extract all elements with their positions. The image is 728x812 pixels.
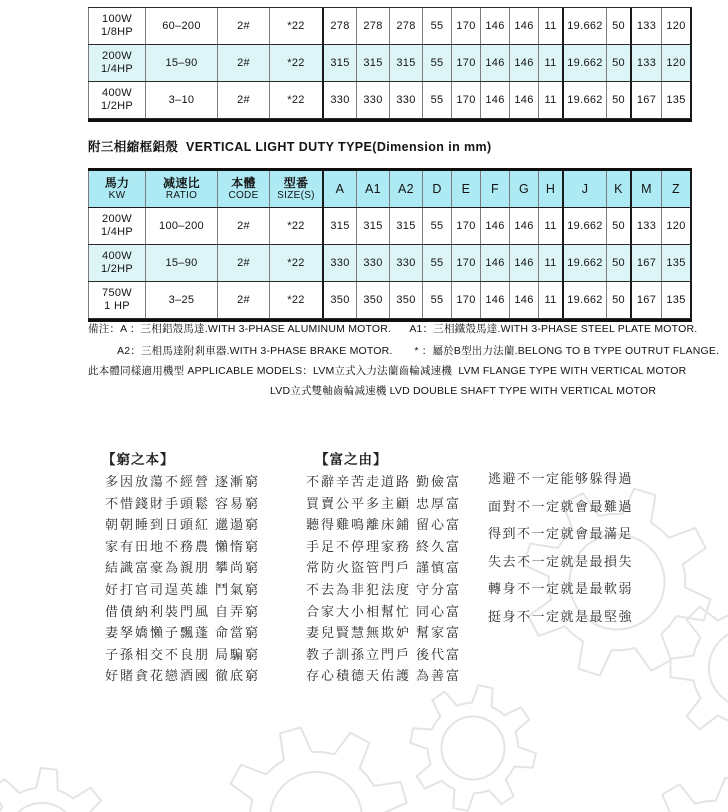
table-cell: 330	[357, 82, 390, 118]
column-header-cell: A1	[357, 171, 390, 207]
column-header-cell: M	[632, 171, 662, 207]
poem-phrase: 合家大小相幫忙	[306, 604, 412, 620]
table-cell: 315	[357, 45, 390, 81]
table-cell: 146	[481, 82, 510, 118]
column-header-cell: E	[452, 171, 481, 207]
table-cell: 19.662	[564, 45, 607, 81]
poem-phrase: 朝朝睡到日頭紅	[105, 518, 211, 534]
table-cell: 11	[539, 245, 564, 281]
poem-result: 命當窮	[215, 626, 261, 642]
poem-result: 忠厚富	[416, 496, 462, 512]
table-cell: 15–90	[146, 245, 218, 281]
table-cell: 3–25	[146, 282, 218, 318]
table-cell: 350	[357, 282, 390, 318]
poem-result: 後代富	[416, 647, 462, 663]
poem-phrase: 不辭辛苦走道路	[306, 475, 412, 490]
poem-result: 逐漸窮	[215, 475, 261, 490]
table-cell: 11	[539, 282, 564, 318]
table-cell: 55	[423, 8, 452, 44]
table-cell: 135	[662, 245, 692, 281]
poem-phrase: 結識富豪為親朋	[105, 561, 211, 577]
column-header-cell: A	[324, 171, 357, 207]
table-cell: 50	[607, 8, 632, 44]
column-header-cell: A2	[390, 171, 423, 207]
column-header-cell: D	[423, 171, 452, 207]
poem-result: 同心富	[416, 604, 462, 620]
table-cell: 11	[539, 8, 564, 44]
table-cell: 146	[481, 8, 510, 44]
poem-result: 自弄窮	[215, 604, 261, 620]
table-cell: 146	[510, 245, 539, 281]
table-cell: 400W 1/2HP	[88, 82, 146, 118]
table-cell: 19.662	[564, 245, 607, 281]
table-cell: 170	[452, 208, 481, 244]
column-header-cell: Z	[662, 171, 692, 207]
table-cell: 170	[452, 82, 481, 118]
table-cell: *22	[270, 208, 324, 244]
table-cell: 55	[423, 245, 452, 281]
poem-title-wealth: 【富之由】	[315, 452, 388, 468]
table-cell: 330	[390, 82, 423, 118]
table-cell: 170	[452, 282, 481, 318]
table-row	[88, 7, 692, 45]
table-cell: 19.662	[564, 208, 607, 244]
table-cell: 315	[324, 45, 357, 81]
table-cell: 315	[390, 208, 423, 244]
table-cell: 170	[452, 45, 481, 81]
table-cell: 15–90	[146, 45, 218, 81]
table-cell: 120	[662, 208, 692, 244]
table-cell: 100–200	[146, 208, 218, 244]
table-cell: *22	[270, 245, 324, 281]
poem-result: 謹慎富	[416, 561, 462, 577]
section-title: 附三相縮框鋁殼 VERTICAL LIGHT DUTY TYPE(Dimension in mm)	[88, 140, 492, 154]
column-header-cell: H	[539, 171, 564, 207]
proverb-line: 逃避不一定能够躲得過	[488, 472, 634, 487]
table-cell: 315	[324, 208, 357, 244]
poem-result: 留心富	[416, 518, 462, 534]
table-cell: *22	[270, 45, 324, 81]
table-cell: 146	[481, 208, 510, 244]
poem-phrase: 不惜錢財手頭鬆	[105, 496, 211, 512]
note-line: 此本體同樣適用機型 APPLICABLE MODELS：LVM立式入力法蘭齒輪减速機 LVM FLANGE TYPE WITH VERTICAL MOTOR	[88, 365, 687, 377]
table-cell: 2#	[218, 282, 270, 318]
table-cell: 330	[324, 82, 357, 118]
column-header-cell: 减速比 RATIO	[146, 171, 218, 207]
table-cell: *22	[270, 82, 324, 118]
proverb-line: 面對不一定就會最難過	[488, 499, 634, 515]
poem-result: 徹底窮	[215, 669, 261, 685]
table-row	[88, 245, 692, 282]
poem-result: 終久富	[416, 539, 462, 555]
poem-result: 局騙窮	[215, 647, 261, 663]
table-cell: 200W 1/4HP	[88, 208, 146, 244]
column-header-cell: J	[564, 171, 607, 207]
column-header-cell: G	[510, 171, 539, 207]
table-cell: 100W 1/8HP	[88, 8, 146, 44]
table-cell: 120	[662, 8, 692, 44]
table-cell: 50	[607, 245, 632, 281]
poem-phrase: 教子訓孫立門戶	[306, 647, 412, 663]
proverb-line: 得到不一定就會最滿足	[488, 527, 634, 543]
table-cell: 135	[662, 82, 692, 118]
table-cell: 278	[324, 8, 357, 44]
table-cell: 167	[632, 245, 662, 281]
table-cell: 330	[390, 245, 423, 281]
poem-result: 容易窮	[215, 496, 261, 512]
column-header-cell: K	[607, 171, 632, 207]
table-cell: 315	[357, 208, 390, 244]
proverb-line: 轉身不一定就是最軟弱	[488, 582, 634, 598]
table-cell: 11	[539, 82, 564, 118]
table-header-row	[88, 168, 692, 208]
spec-table-top	[88, 7, 692, 122]
table-cell: 55	[423, 45, 452, 81]
poem-result: 邋遢窮	[215, 518, 261, 534]
poem-phrase: 多因放蕩不經營	[105, 475, 211, 490]
note-line: 備注：A ：三相鋁殼馬達.WITH 3-PHASE ALUMINUM MOTOR. A1：三相鐵殼馬達.WITH 3-PHASE STEEL PLATE MOTOR.	[88, 323, 698, 335]
table-cell: 750W 1 HP	[88, 282, 146, 318]
poem-result: 懶惰窮	[215, 539, 261, 555]
poem-result: 勤儉富	[416, 475, 462, 490]
poem-result: 鬥氣窮	[215, 583, 261, 598]
table-cell: 135	[662, 282, 692, 318]
table-cell: 50	[607, 45, 632, 81]
table-cell: 2#	[218, 45, 270, 81]
table-cell: 350	[390, 282, 423, 318]
poem-phrase: 手足不停理家務	[306, 539, 412, 555]
poem-result: 攀尚窮	[215, 561, 261, 577]
poem-title-poverty: 【窮之本】	[102, 452, 175, 468]
table-cell: 146	[481, 45, 510, 81]
table-row	[88, 45, 692, 82]
table-row	[88, 282, 692, 319]
table-cell: 278	[357, 8, 390, 44]
poem-result: 為善富	[416, 669, 462, 685]
table-cell: *22	[270, 282, 324, 318]
poem-phrase: 妻兒賢慧無欺妒	[306, 626, 412, 642]
table-cell: 50	[607, 82, 632, 118]
table-cell: 133	[632, 45, 662, 81]
table-cell: 19.662	[564, 8, 607, 44]
proverb-line: 挺身不一定就是最堅強	[488, 610, 634, 625]
poem-phrase: 家有田地不務農	[105, 539, 211, 555]
table-row	[88, 82, 692, 119]
table-cell: 400W 1/2HP	[88, 245, 146, 281]
poem-phrase: 妻孥嬌懶子飄蓬	[105, 626, 211, 642]
table-cell: 146	[510, 45, 539, 81]
poem-result: 幫家富	[416, 626, 462, 642]
table-cell: 55	[423, 282, 452, 318]
note-line: LVD立式雙軸齒輪减速機 LVD DOUBLE SHAFT TYPE WITH VERTICAL MOTOR	[270, 385, 657, 397]
table-cell: 146	[510, 208, 539, 244]
table-cell: 167	[632, 82, 662, 118]
poem-phrase: 存心積德天佑護	[306, 669, 412, 685]
table-cell: 146	[481, 282, 510, 318]
table-cell: 11	[539, 45, 564, 81]
table-cell: 146	[510, 8, 539, 44]
table-cell: 50	[607, 208, 632, 244]
note-line: A2：三相馬達附剎車器.WITH 3-PHASE BRAKE MOTOR. * ：屬於B型出力法蘭.BELONG TO B TYPE OUTRUT FLANGE.	[117, 345, 720, 357]
table-cell: 2#	[218, 208, 270, 244]
table-cell: 167	[632, 282, 662, 318]
column-header-cell: 型番 SIZE(S)	[270, 171, 324, 207]
table-cell: 19.662	[564, 82, 607, 118]
table-cell: 350	[324, 282, 357, 318]
table-cell: 146	[510, 82, 539, 118]
table-cell: 330	[357, 245, 390, 281]
table-row	[88, 208, 692, 245]
table-cell: *22	[270, 8, 324, 44]
poem-phrase: 子孫相交不良朋	[105, 647, 211, 663]
column-header-cell: 馬力 KW	[88, 171, 146, 207]
table-cell: 55	[423, 82, 452, 118]
table-cell: 278	[390, 8, 423, 44]
table-cell: 146	[481, 245, 510, 281]
table-cell: 170	[452, 8, 481, 44]
table-cell: 170	[452, 245, 481, 281]
proverb-line: 失去不一定就是最損失	[488, 554, 634, 570]
poem-phrase: 不去為非犯法度	[306, 583, 412, 598]
poem-phrase: 好打官司逞英雄	[105, 583, 211, 598]
table-cell: 2#	[218, 82, 270, 118]
table-cell: 315	[390, 45, 423, 81]
table-cell: 60–200	[146, 8, 218, 44]
table-cell: 55	[423, 208, 452, 244]
table-cell: 133	[632, 8, 662, 44]
poem-phrase: 買賣公平多主顧	[306, 496, 412, 512]
table-cell: 2#	[218, 245, 270, 281]
spec-table-vertical-light-duty	[88, 168, 692, 322]
table-cell: 133	[632, 208, 662, 244]
table-cell: 19.662	[564, 282, 607, 318]
table-cell: 200W 1/4HP	[88, 45, 146, 81]
table-cell: 330	[324, 245, 357, 281]
poem-phrase: 聽得雞鳴離床鋪	[306, 518, 412, 534]
table-cell: 3–10	[146, 82, 218, 118]
poem-phrase: 借債納利裝門風	[105, 604, 211, 620]
table-cell: 2#	[218, 8, 270, 44]
poem-phrase: 常防火盜管門戶	[306, 561, 412, 577]
poem-phrase: 好賭貪花戀酒國	[105, 669, 211, 685]
table-cell: 50	[607, 282, 632, 318]
poem-result: 守分富	[416, 583, 462, 598]
table-cell: 146	[510, 282, 539, 318]
table-cell: 11	[539, 208, 564, 244]
column-header-cell: 本體 CODE	[218, 171, 270, 207]
table-cell: 120	[662, 45, 692, 81]
column-header-cell: F	[481, 171, 510, 207]
